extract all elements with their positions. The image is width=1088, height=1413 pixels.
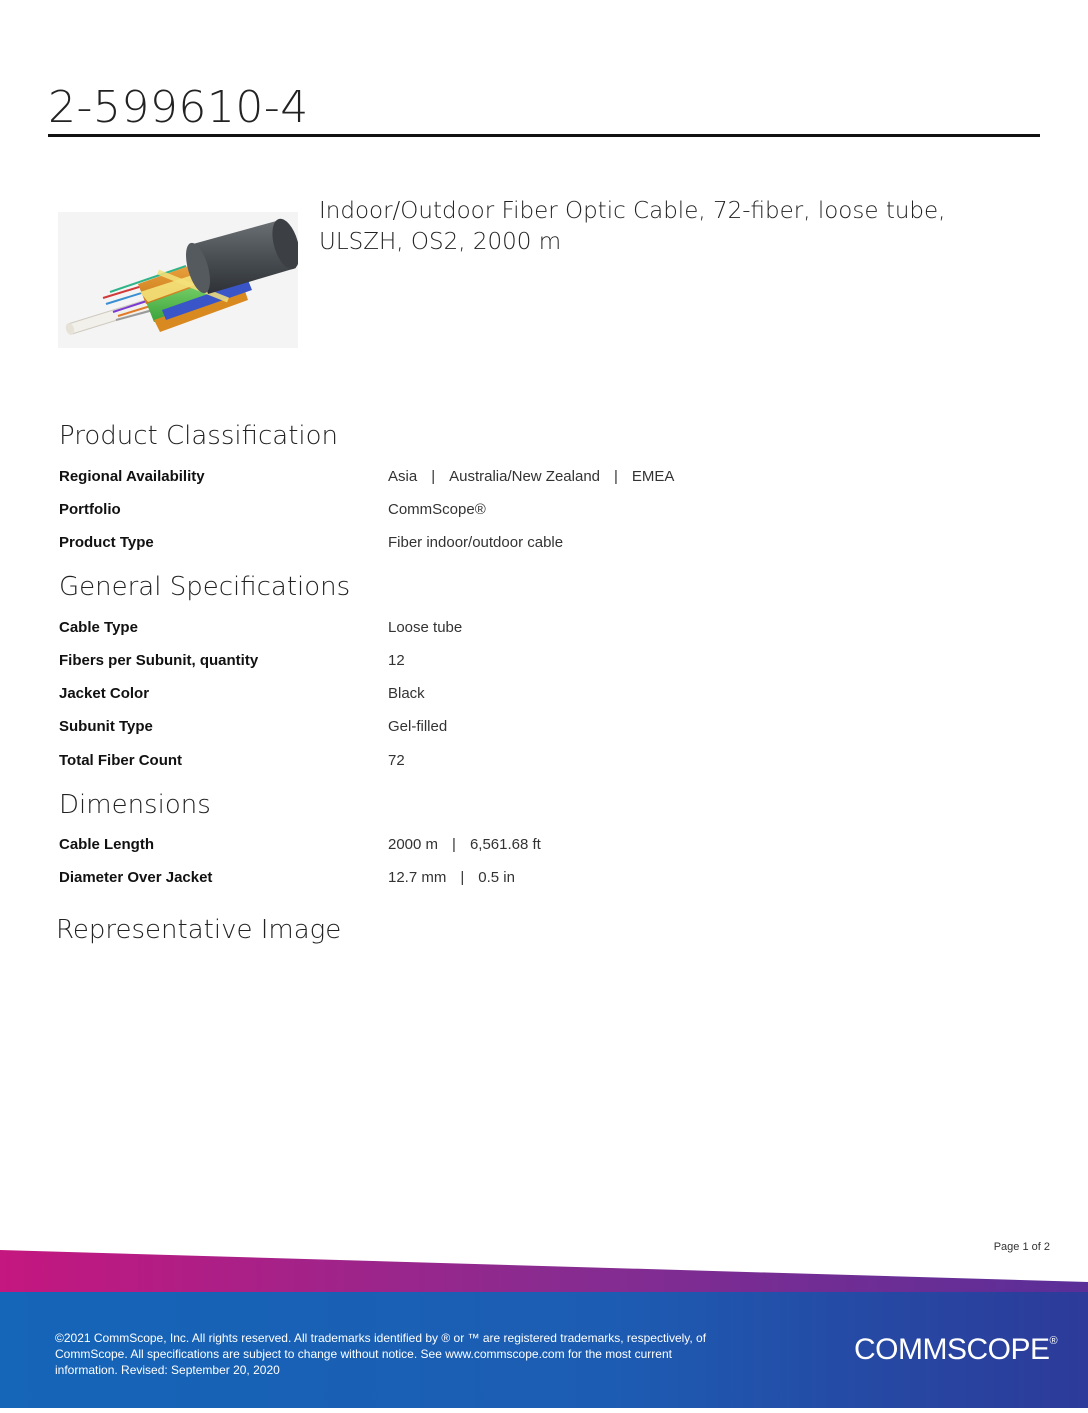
spec-label-fibers-per-subunit: Fibers per Subunit, quantity — [59, 652, 259, 669]
spec-label-cable-type: Cable Type — [59, 619, 138, 636]
spec-value-cable-type: Loose tube — [388, 619, 463, 636]
spec-label-diameter-over-jacket: Diameter Over Jacket — [59, 869, 213, 886]
footer-copyright: ©2021 CommScope, Inc. All rights reserved. All trademarks identified by ® or ™ are registered trademarks, respectively, of CommScope. All specifications are subject to change without notice. See www.commscope.com for the most current information. Revised: September 20, 2020 — [55, 1331, 707, 1377]
section-heading-product-classification: Product Classification — [59, 421, 339, 451]
product-description: Indoor/Outdoor Fiber Optic Cable, 72-fiber, loose tube, ULSZH, OS2, 2000 m — [319, 198, 946, 255]
title-divider — [48, 134, 1040, 137]
logo-wordmark: COMMSCOPE — [854, 1333, 1050, 1366]
spec-value-cable-length — [388, 836, 541, 853]
spec-label-product-type: Product Type — [59, 534, 154, 551]
section-heading-representative-image: Representative Image — [56, 915, 342, 945]
spec-value-jacket-color: Black — [388, 685, 425, 702]
region-asia: Asia — [388, 468, 418, 485]
cable-length-imperial: 6,561.68 ft — [469, 836, 541, 853]
spec-label-portfolio: Portfolio — [59, 501, 121, 518]
spec-value-fibers-per-subunit: 12 — [388, 652, 405, 669]
spec-label-jacket-color: Jacket Color — [59, 685, 150, 702]
value-separator: | — [460, 869, 465, 886]
spec-label-subunit-type: Subunit Type — [59, 718, 153, 735]
value-separator: | — [614, 468, 618, 485]
footer-gradient-band — [0, 1248, 1088, 1408]
spec-label-cable-length: Cable Length — [59, 836, 155, 853]
region-emea: EMEA — [631, 468, 675, 485]
value-separator: | — [452, 836, 456, 853]
diameter-metric: 12.7 mm — [388, 869, 447, 886]
page-number: Page 1 of 2 — [993, 1241, 1050, 1253]
region-australia-new-zealand: Australia/New Zealand — [449, 468, 601, 485]
section-heading-general-specifications: General Specifications — [59, 572, 351, 602]
spec-value-regional-availability — [388, 468, 674, 485]
section-heading-dimensions: Dimensions — [59, 790, 211, 820]
diameter-imperial: 0.5 in — [478, 869, 515, 886]
spec-value-diameter-over-jacket — [388, 869, 515, 886]
commscope-logo — [854, 1333, 1057, 1367]
part-number-title: 2-599610-4 — [48, 82, 309, 133]
spec-label-regional-availability: Regional Availability — [59, 468, 205, 485]
fiber-cable-cutaway-image — [58, 212, 298, 348]
spec-value-total-fiber-count: 72 — [388, 752, 405, 769]
logo-registered-mark: ® — [1049, 1335, 1058, 1347]
cable-length-metric: 2000 m — [388, 836, 439, 853]
spec-value-portfolio: CommScope® — [388, 501, 486, 518]
spec-value-subunit-type: Gel-filled — [388, 718, 448, 735]
value-separator: | — [431, 468, 436, 485]
spec-label-total-fiber-count: Total Fiber Count — [59, 752, 183, 769]
spec-value-product-type: Fiber indoor/outdoor cable — [388, 534, 564, 551]
